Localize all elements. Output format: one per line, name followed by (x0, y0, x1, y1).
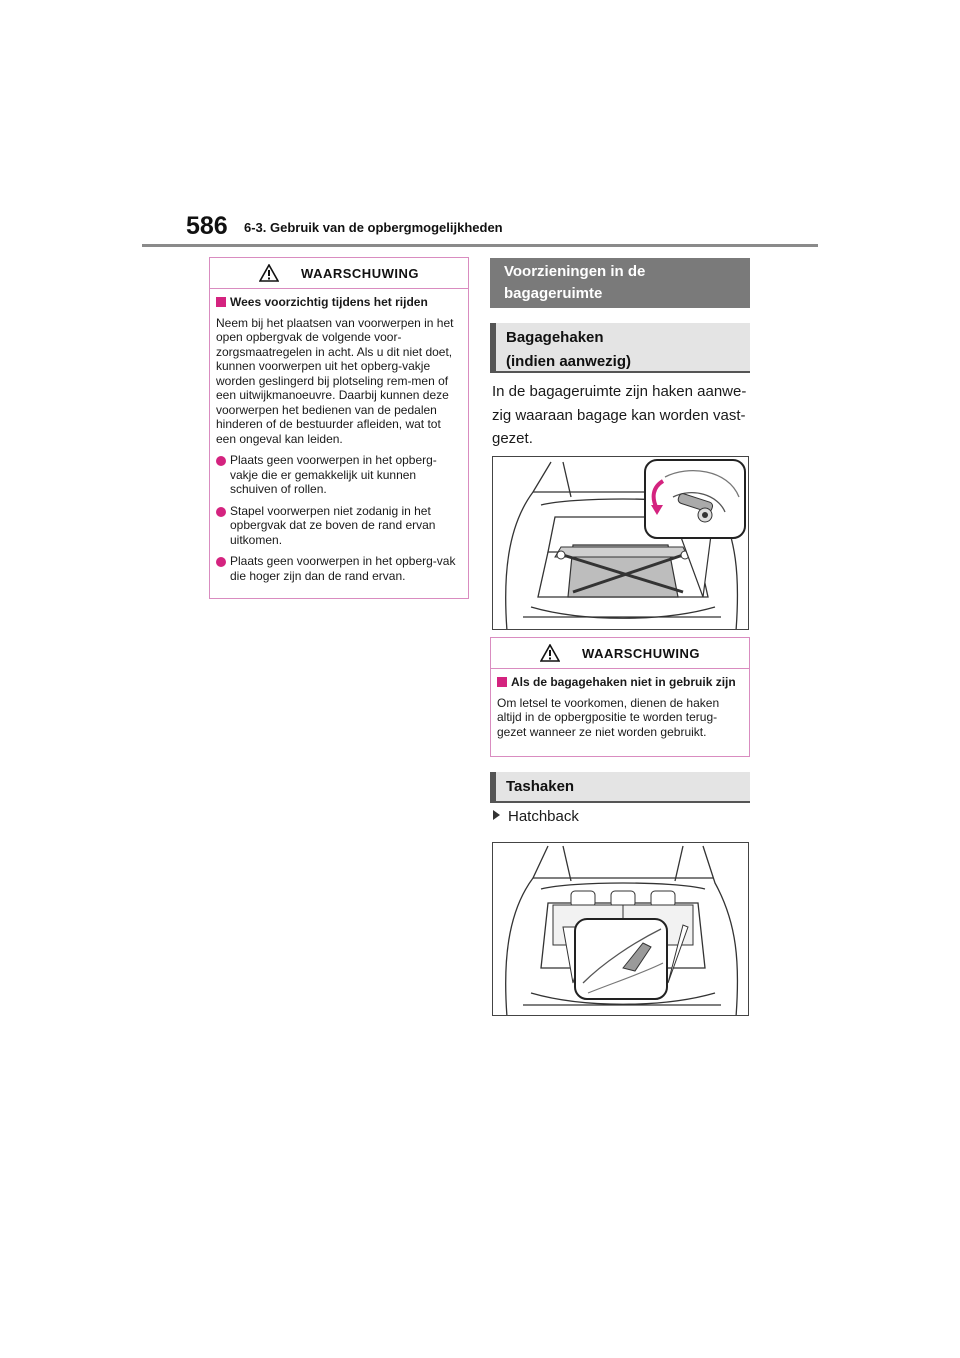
warning-body (491, 669, 749, 751)
warning-triangle-icon (540, 644, 560, 662)
warning-title (216, 295, 462, 310)
square-bullet-icon (216, 297, 226, 307)
hatchback-bag-hook-illustration (493, 843, 749, 1016)
warning-header (210, 258, 468, 289)
section-heading-line: Voorzieningen in de (504, 263, 646, 280)
subsection-heading-line: Bagagehaken (506, 329, 604, 346)
warning-box-luggage-hooks (490, 637, 750, 757)
luggage-compartment-illustration (493, 457, 749, 630)
round-bullet-icon (216, 557, 226, 567)
figure-luggage-hooks (492, 456, 749, 630)
body-paragraph: In de bagageruimte zijn haken aanwe-zig waaraan bagage kan worden vast-gezet. (492, 383, 747, 447)
list-item (216, 504, 462, 548)
triangle-bullet-icon (493, 810, 500, 820)
figure-bag-hooks-hatchback (492, 842, 749, 1016)
warning-paragraph: Om letsel te voorkomen, dienen de haken altijd in de opbergpositie te worden terug-gezet wanneer ze niet worden gebruikt. (497, 695, 720, 739)
square-bullet-icon (497, 677, 507, 687)
variant-label-text: Hatchback (508, 808, 579, 825)
warning-title-text: Als de bagagehaken niet in gebruik zijn (511, 675, 736, 689)
subsection-heading-line: Tashaken (506, 778, 575, 795)
page-number: 586 (186, 212, 228, 240)
warning-title (497, 675, 743, 690)
warning-title-text: Wees voorzichtig tijdens het rijden (230, 295, 428, 309)
subsection-heading-luggage-hooks (490, 323, 750, 373)
subsection-heading-bag-hooks (490, 772, 750, 803)
section-heading (490, 258, 750, 308)
running-header: 6-3. Gebruik van de opbergmogelijkheden (244, 220, 503, 235)
subsection-heading-line: (indien aanwezig) (506, 353, 632, 370)
list-item (216, 453, 462, 497)
variant-label (493, 808, 579, 825)
list-item-text: Plaats geen voorwerpen in het opberg-vak die hoger zijn dan de rand ervan. (230, 554, 456, 583)
warning-header (491, 638, 749, 669)
list-item-text: Plaats geen voorwerpen in het opberg-vakje die er gemakkelijk uit kunnen schuiven of rollen. (230, 453, 437, 496)
warning-label: WAARSCHUWING (301, 265, 419, 281)
warning-triangle-icon (259, 264, 279, 282)
section-heading-line: bagageruimte (504, 285, 603, 302)
warning-paragraph: Neem bij het plaatsen van voorwerpen in het open opbergvak de volgende voor-zorgsmaatregelen in acht. Als u dit niet doet, kunnen voorwerpen uit het opberg-vakje worden geslingerd bij plotseling rem-men of een uitwijkmanoeuvre. Daarbij kunnen deze voorwerpen het bedienen van de pedalen hinderen of de bestuurder afleiden, wat tot een ongeval kan leiden. (216, 315, 454, 446)
warning-label: WAARSCHUWING (582, 645, 700, 661)
list-item (216, 554, 462, 583)
warning-box-driving (209, 257, 469, 599)
round-bullet-icon (216, 456, 226, 466)
warning-body (210, 289, 468, 589)
header-rule (142, 244, 818, 247)
round-bullet-icon (216, 507, 226, 517)
list-item-text: Stapel voorwerpen niet zodanig in het opbergvak dat ze boven de rand ervan uitkomen. (230, 503, 436, 547)
